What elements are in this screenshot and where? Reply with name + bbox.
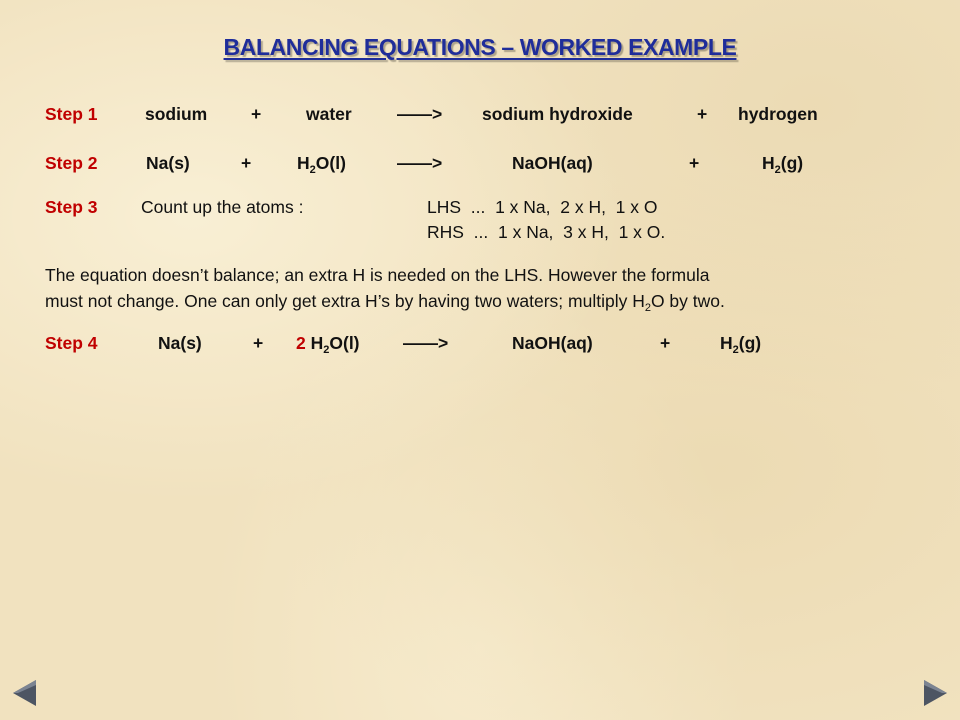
- prev-slide-button[interactable]: [8, 676, 42, 710]
- step2-reactant1: Na(s): [146, 153, 190, 173]
- step2-plus1: +: [241, 153, 252, 173]
- formula-rest: (g): [780, 153, 804, 173]
- step1-product2: hydrogen: [738, 104, 818, 124]
- step1-plus1: +: [251, 104, 262, 124]
- step4-reactant1: Na(s): [158, 333, 202, 353]
- step2-reactant2: [297, 153, 346, 176]
- step4-coefficient: 2: [296, 333, 306, 353]
- formula-rest: O(l): [315, 153, 346, 173]
- step1-product1: sodium hydroxide: [482, 104, 633, 124]
- formula-subscript: 2: [774, 164, 781, 176]
- step4-product2: [720, 333, 761, 356]
- page-title: BALANCING EQUATIONS – WORKED EXAMPLE: [223, 34, 737, 60]
- step3-lhs: LHS ... 1 x Na, 2 x H, 1 x O: [427, 197, 658, 217]
- step2-product1: NaOH(aq): [512, 153, 593, 173]
- step1-arrow: ——>: [397, 104, 443, 124]
- explanation-line2-rest: O by two.: [650, 291, 725, 311]
- formula-element: H: [310, 333, 324, 353]
- formula-subscript: 2: [644, 302, 651, 314]
- formula-element: H: [297, 153, 310, 173]
- step2-arrow: ——>: [397, 153, 443, 173]
- step3-label: Step 3: [45, 197, 98, 217]
- step2-label: Step 2: [45, 153, 98, 173]
- next-slide-button[interactable]: [918, 676, 952, 710]
- formula-subscript: 2: [309, 164, 316, 176]
- step4-plus2: +: [660, 333, 671, 353]
- formula-subscript: 2: [323, 344, 330, 356]
- explanation-line1: The equation doesn’t balance; an extra H is needed on the LHS. However the formula: [45, 265, 710, 285]
- formula-subscript: 2: [732, 344, 739, 356]
- step1-label: Step 1: [45, 104, 98, 124]
- step3-text: Count up the atoms :: [141, 197, 304, 217]
- formula-element: H: [762, 153, 775, 173]
- step4-product1: NaOH(aq): [512, 333, 593, 353]
- step4-reactant2: [296, 333, 360, 356]
- step3-rhs: RHS ... 1 x Na, 3 x H, 1 x O.: [427, 222, 666, 242]
- step4-arrow: ——>: [403, 333, 449, 353]
- step1-plus2: +: [697, 104, 708, 124]
- step2-product2: [762, 153, 803, 176]
- step4-label: Step 4: [45, 333, 98, 353]
- step4-plus1: +: [253, 333, 264, 353]
- formula-rest: O(l): [329, 333, 360, 353]
- formula-element: H: [720, 333, 733, 353]
- step1-reactant1: sodium: [145, 104, 208, 124]
- explanation-line2: [45, 291, 725, 314]
- step1-reactant2: water: [306, 104, 352, 124]
- step2-plus2: +: [689, 153, 700, 173]
- triangle-left-icon: [8, 676, 42, 710]
- formula-rest: (g): [738, 333, 762, 353]
- triangle-right-icon: [918, 676, 952, 710]
- explanation-line2-text: must not change. One can only get extra H’s by having two waters; multiply H: [45, 291, 645, 311]
